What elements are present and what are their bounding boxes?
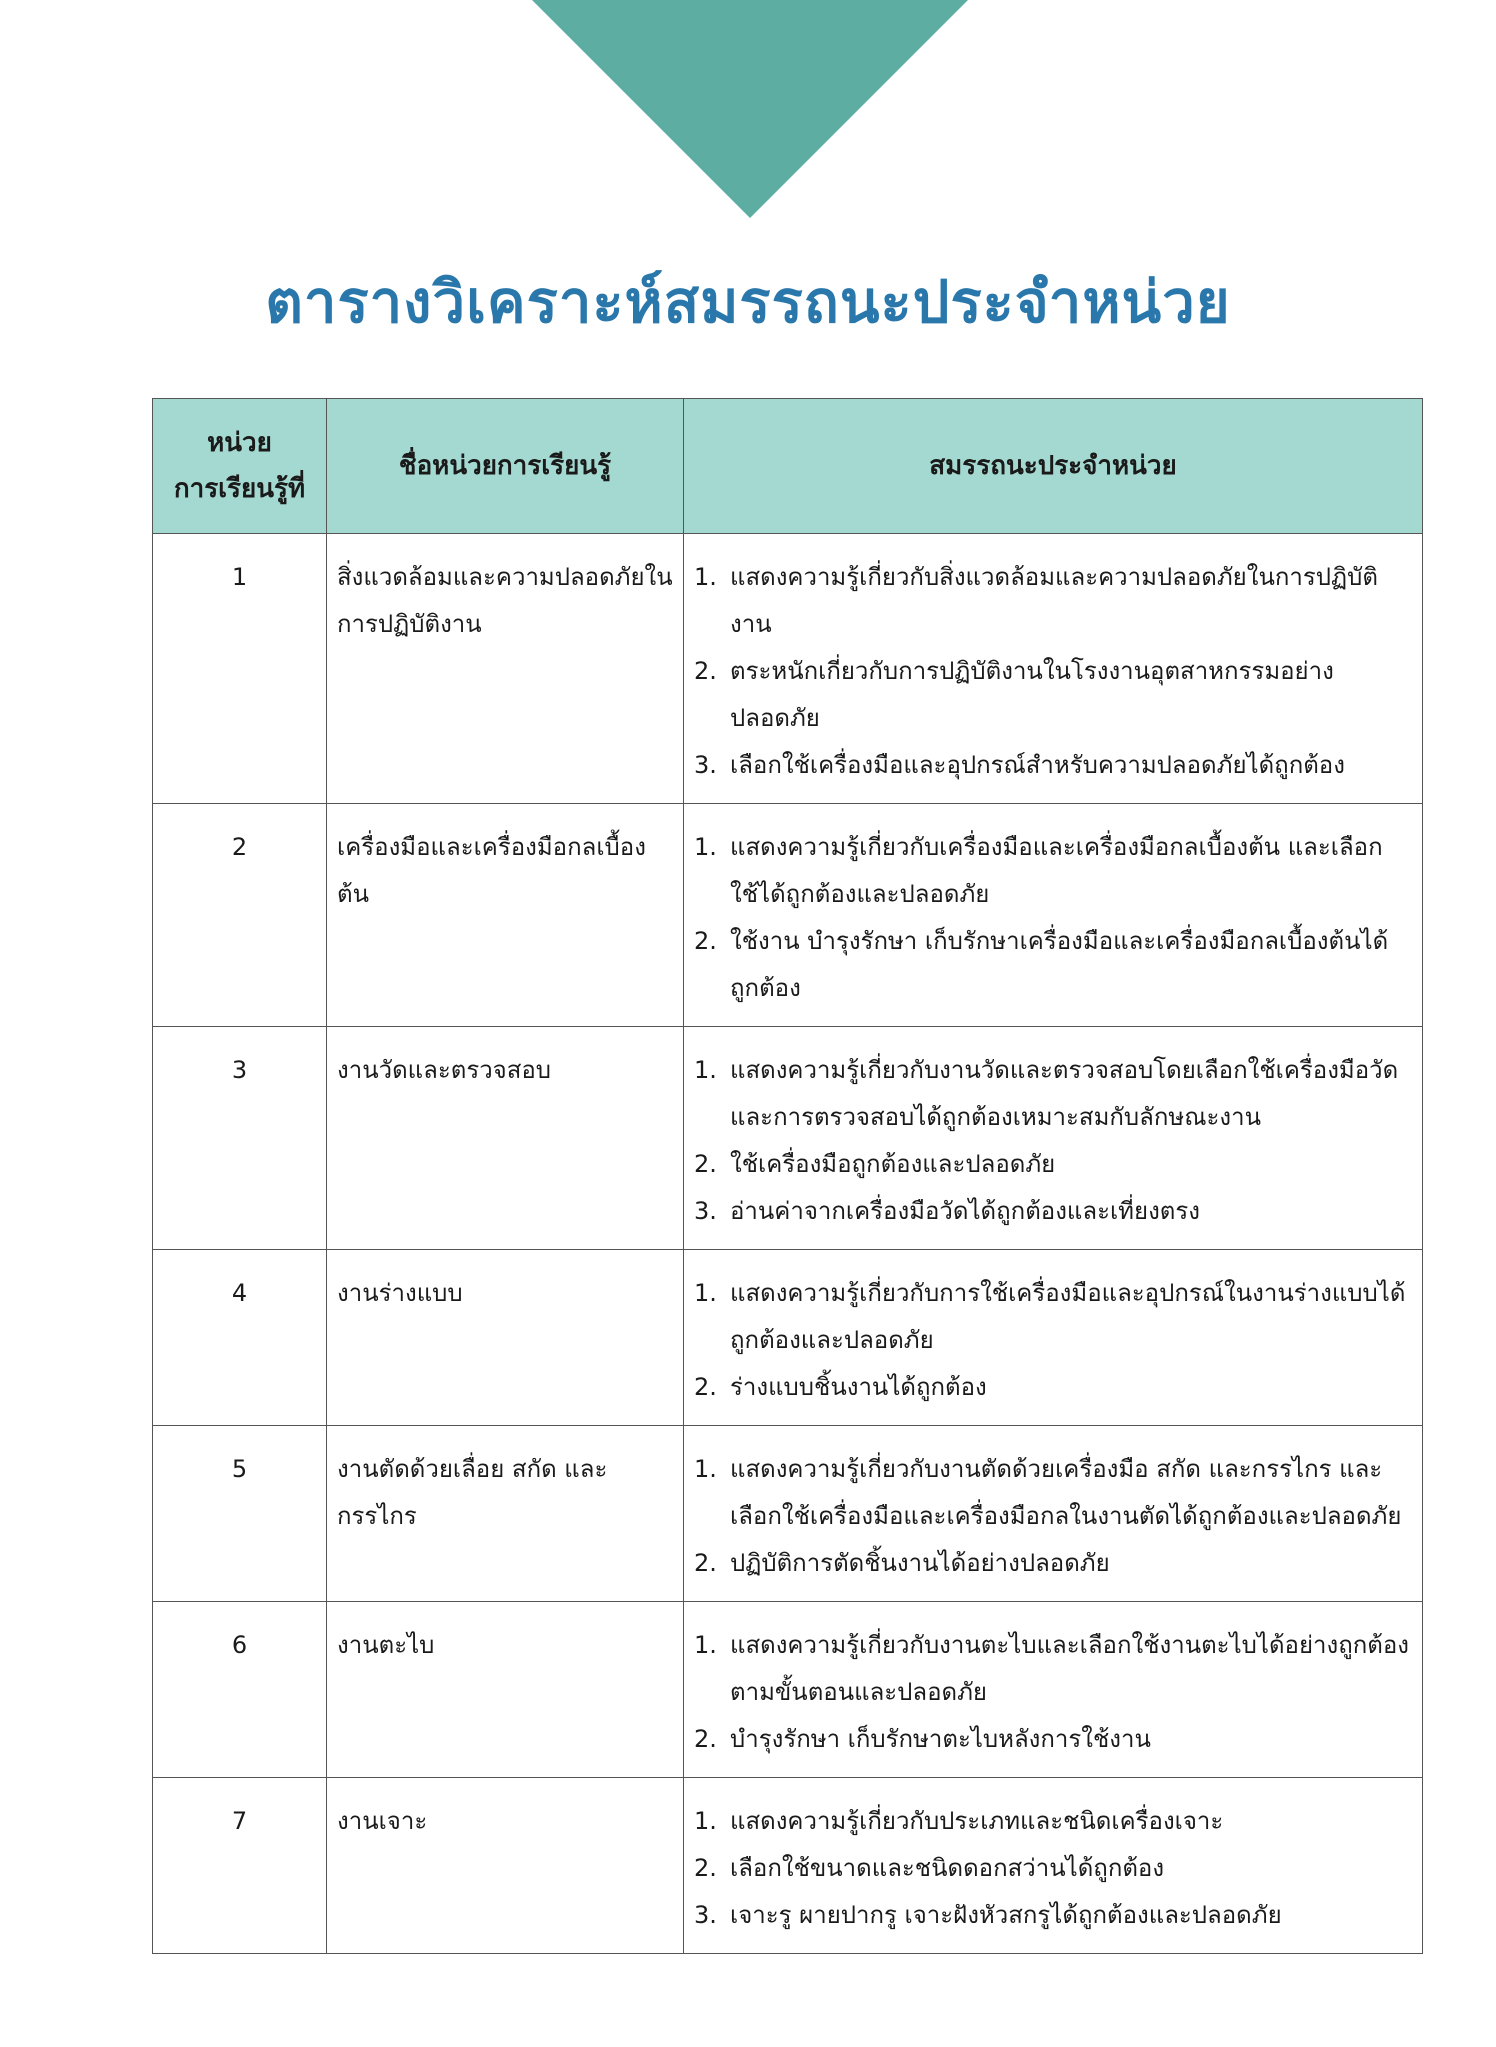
competency-item: เลือกใช้ขนาดและชนิดดอกสว่านได้ถูกต้อง <box>730 1854 1165 1882</box>
unit-competencies <box>684 804 1423 1027</box>
competency-list <box>694 1446 1412 1587</box>
competency-item: แสดงความรู้เกี่ยวกับเครื่องมือและเครื่องมือกลเบื้องต้น และเลือกใช้ได้ถูกต้องและปลอดภัย <box>730 833 1383 908</box>
competency-item: ปฏิบัติการตัดชิ้นงานได้อย่างปลอดภัย <box>730 1549 1110 1577</box>
page-title: ตารางวิเคราะห์สมรรถนะประจำหน่วย <box>265 268 1231 336</box>
unit-name: งานตะไบ <box>327 1602 684 1778</box>
competency-item: เลือกใช้เครื่องมือและอุปกรณ์สำหรับความปลอดภัยได้ถูกต้อง <box>730 751 1345 779</box>
competency-item: แสดงความรู้เกี่ยวกับงานวัดและตรวจสอบโดยเลือกใช้เครื่องมือวัดและการตรวจสอบได้ถูกต้องเหมาะสมกับลักษณะงาน <box>730 1056 1399 1131</box>
unit-number: 4 <box>153 1250 327 1426</box>
competency-item: ใช้เครื่องมือถูกต้องและปลอดภัย <box>730 1150 1056 1178</box>
competency-item: ใช้งาน บำรุงรักษา เก็บรักษาเครื่องมือและเครื่องมือกลเบื้องต้นได้ถูกต้อง <box>730 927 1389 1002</box>
unit-name: งานตัดด้วยเลื่อย สกัด และกรรไกร <box>327 1426 684 1602</box>
unit-name: งานเจาะ <box>327 1778 684 1954</box>
unit-number: 6 <box>153 1602 327 1778</box>
header-unit-name: ชื่อหน่วยการเรียนรู้ <box>327 399 684 534</box>
competency-item: แสดงความรู้เกี่ยวกับประเภทและชนิดเครื่องเจาะ <box>730 1807 1224 1835</box>
unit-competencies <box>684 1250 1423 1426</box>
header-unit-line2: การเรียนรู้ที่ <box>173 474 306 504</box>
unit-number: 1 <box>153 534 327 804</box>
header-unit-line1: หน่วย <box>207 428 272 458</box>
competency-item: บำรุงรักษา เก็บรักษาตะไบหลังการใช้งาน <box>730 1725 1151 1753</box>
competency-item: เจาะรู ผายปากรู เจาะฝังหัวสกรูได้ถูกต้องและปลอดภัย <box>730 1901 1282 1929</box>
table-row <box>153 1778 1423 1954</box>
competency-list <box>694 1270 1412 1411</box>
competency-list <box>694 1622 1412 1763</box>
table-row <box>153 1602 1423 1778</box>
competency-list <box>694 1798 1412 1939</box>
unit-number: 2 <box>153 804 327 1027</box>
unit-competencies <box>684 534 1423 804</box>
unit-competencies <box>684 1426 1423 1602</box>
competency-list <box>694 824 1412 1012</box>
competency-list <box>694 1047 1412 1235</box>
competency-analysis-table <box>152 398 1423 1954</box>
competency-list <box>694 554 1412 789</box>
unit-number: 5 <box>153 1426 327 1602</box>
unit-name: งานร่างแบบ <box>327 1250 684 1426</box>
table-row <box>153 534 1423 804</box>
competency-item: ร่างแบบชิ้นงานได้ถูกต้อง <box>730 1373 987 1401</box>
unit-number: 3 <box>153 1027 327 1250</box>
competency-item: แสดงความรู้เกี่ยวกับการใช้เครื่องมือและอุปกรณ์ในงานร่างแบบได้ถูกต้องและปลอดภัย <box>730 1279 1406 1354</box>
table-row <box>153 1250 1423 1426</box>
table-row <box>153 804 1423 1027</box>
unit-competencies <box>684 1602 1423 1778</box>
decorative-triangle <box>0 0 1496 220</box>
unit-competencies <box>684 1027 1423 1250</box>
unit-name: เครื่องมือและเครื่องมือกลเบื้องต้น <box>327 804 684 1027</box>
header-competency: สมรรถนะประจำหน่วย <box>684 399 1423 534</box>
competency-item: ตระหนักเกี่ยวกับการปฏิบัติงานในโรงงานอุตสาหกรรมอย่างปลอดภัย <box>730 657 1334 732</box>
table-row <box>153 1426 1423 1602</box>
competency-item: แสดงความรู้เกี่ยวกับสิ่งแวดล้อมและความปลอดภัยในการปฏิบัติงาน <box>730 563 1378 638</box>
table-header-row <box>153 399 1423 534</box>
unit-competencies <box>684 1778 1423 1954</box>
unit-name: งานวัดและตรวจสอบ <box>327 1027 684 1250</box>
table-row <box>153 1027 1423 1250</box>
competency-item: แสดงความรู้เกี่ยวกับงานตะไบและเลือกใช้งานตะไบได้อย่างถูกต้องตามขั้นตอนและปลอดภัย <box>730 1631 1409 1706</box>
header-unit-number <box>153 399 327 534</box>
unit-name: สิ่งแวดล้อมและความปลอดภัยในการปฏิบัติงาน <box>327 534 684 804</box>
unit-number: 7 <box>153 1778 327 1954</box>
competency-item: แสดงความรู้เกี่ยวกับงานตัดด้วยเครื่องมือ สกัด และกรรไกร และเลือกใช้เครื่องมือและเครื่องมือกลในงานตัดได้ถูกต้องและปลอดภัย <box>730 1455 1402 1530</box>
competency-item: อ่านค่าจากเครื่องมือวัดได้ถูกต้องและเที่ยงตรง <box>730 1197 1200 1225</box>
